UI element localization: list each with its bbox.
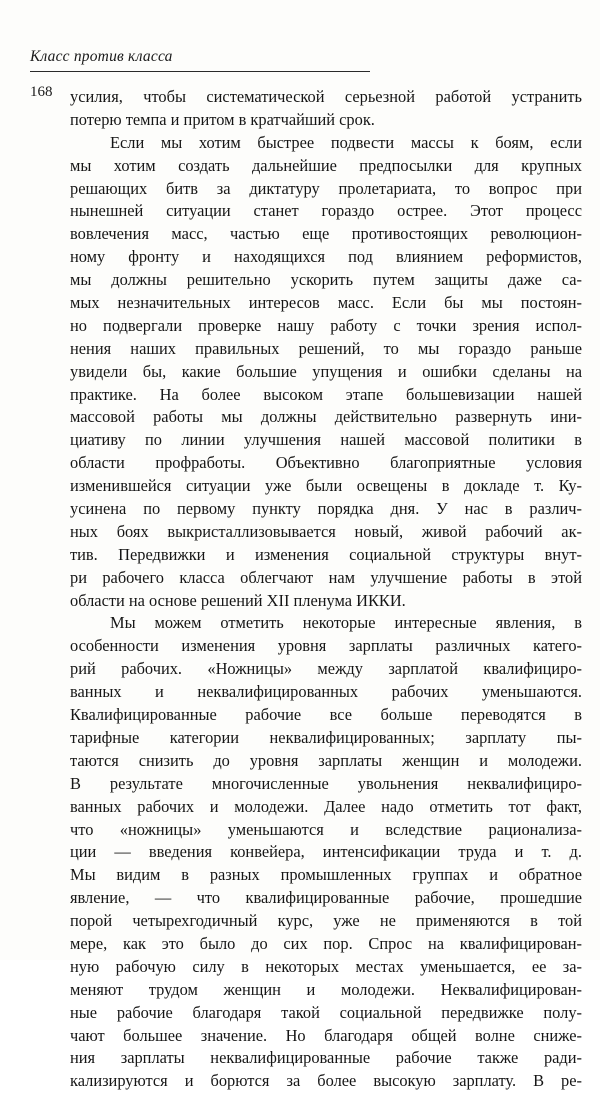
text-line: но подвергали проверке нашу работу с точки зрения испол- [70, 315, 582, 335]
text-line: В результате многочисленные увольнения неквалифициро- [70, 773, 582, 793]
text-line: ции — введения конвейера, интенсификации труда и т. д. [70, 842, 582, 862]
text-line: ных боях выкристаллизовывается новый, живой рабочий ак- [70, 521, 582, 541]
text-line: Если мы хотим быстрее подвести массы к боям, если [110, 132, 582, 152]
text-line: Квалифицированные рабочие все больше переводятся в [70, 705, 582, 725]
text-line: явление, — что квалифицированные рабочие, прошедшие [70, 888, 582, 908]
text-line: ванных и неквалифицированных рабочих уменьшаются. [70, 682, 582, 702]
text-line: ную рабочую силу в некоторых местах уменьшается, ее за- [70, 956, 582, 976]
text-line: усинена по первому пункту порядка дня. У нас в различ- [70, 499, 582, 519]
text-line: нения наших правильных решений, то мы гораздо раньше [70, 338, 582, 358]
text-line: массовой работы мы должны действительно развернуть ини- [70, 407, 582, 427]
text-line: чают большее значение. Но благодаря общей волне сниже- [70, 1025, 582, 1045]
text-line: что «ножницы» уменьшаются и вследствие рационализа- [70, 819, 582, 839]
text-line: ния зарплаты неквалифицированные рабочие также ради- [70, 1048, 582, 1068]
text-line: мы должны решительно ускорить путем защиты даже са- [70, 270, 582, 290]
running-title: Класс против класса [30, 48, 173, 65]
text-line: мых незначительных интересов масс. Если бы мы постоян- [70, 293, 582, 313]
body-text [70, 86, 582, 1093]
text-line: практике. На более высоком этапе большевизации нашей [70, 384, 582, 404]
text-line: нынешней ситуации станет гораздо острее. Этот процесс [70, 201, 582, 221]
text-line: области профработы. Объективно благоприятные условия [70, 453, 582, 473]
text-line: вовлечения масс, частью еще противостоящих революцион- [70, 224, 582, 244]
page-number: 168 [30, 84, 53, 100]
text-line: мы хотим создать дальнейшие предпосылки для крупных [70, 155, 582, 175]
text-line: особенности изменения уровня зарплаты различных катего- [70, 636, 582, 656]
text-line: кализируются и борются за более высокую зарплату. В ре- [70, 1071, 582, 1091]
header-rule [30, 71, 370, 72]
text-line: решающих битв за диктатуру пролетариата, то вопрос при [70, 178, 582, 198]
text-line: порой четырехгодичный курс, уже не применяются в той [70, 911, 582, 931]
text-line: рий рабочих. «Ножницы» между зарплатой квалифициро- [70, 659, 582, 679]
text-line: ные рабочие благодаря такой социальной передвижке полу- [70, 1002, 582, 1022]
text-line: усилия, чтобы систематической серьезной работой устранить [70, 87, 582, 106]
text-line: тарифные категории неквалифицированных; зарплату пы- [70, 727, 582, 747]
text-line: потерю темпа и притом в кратчайший срок. [70, 109, 375, 129]
text-line: меняют трудом женщин и молодежи. Неквалифицирован- [70, 979, 582, 999]
text-line: увидели бы, какие большие упущения и ошибки сделаны на [70, 361, 582, 381]
text-line: таются снизить до уровня зарплаты женщин и молодежи. [70, 750, 582, 770]
text-line: мере, как это было до сих пор. Спрос на квалифицирован- [70, 933, 582, 953]
text-line: ри рабочего класса облегчают нам улучшение работы в этой [70, 567, 582, 587]
text-line: Мы можем отметить некоторые интересные явления, в [110, 613, 582, 633]
text-line: ному фронту и находящихся под влиянием реформистов, [70, 247, 582, 267]
text-line: Мы видим в разных промышленных группах и обратное [70, 865, 582, 885]
text-line: области на основе решений XII пленума ИККИ. [70, 590, 406, 610]
text-line: тив. Передвижки и изменения социальной структуры внут- [70, 544, 582, 564]
text-line: ванных рабочих и молодежи. Далее надо отметить тот факт, [70, 796, 582, 816]
text-line: циативу по линии улучшения нашей массовой политики в [70, 430, 582, 450]
text-line: изменившейся ситуации уже были освещены в докладе т. Ку- [70, 476, 582, 496]
